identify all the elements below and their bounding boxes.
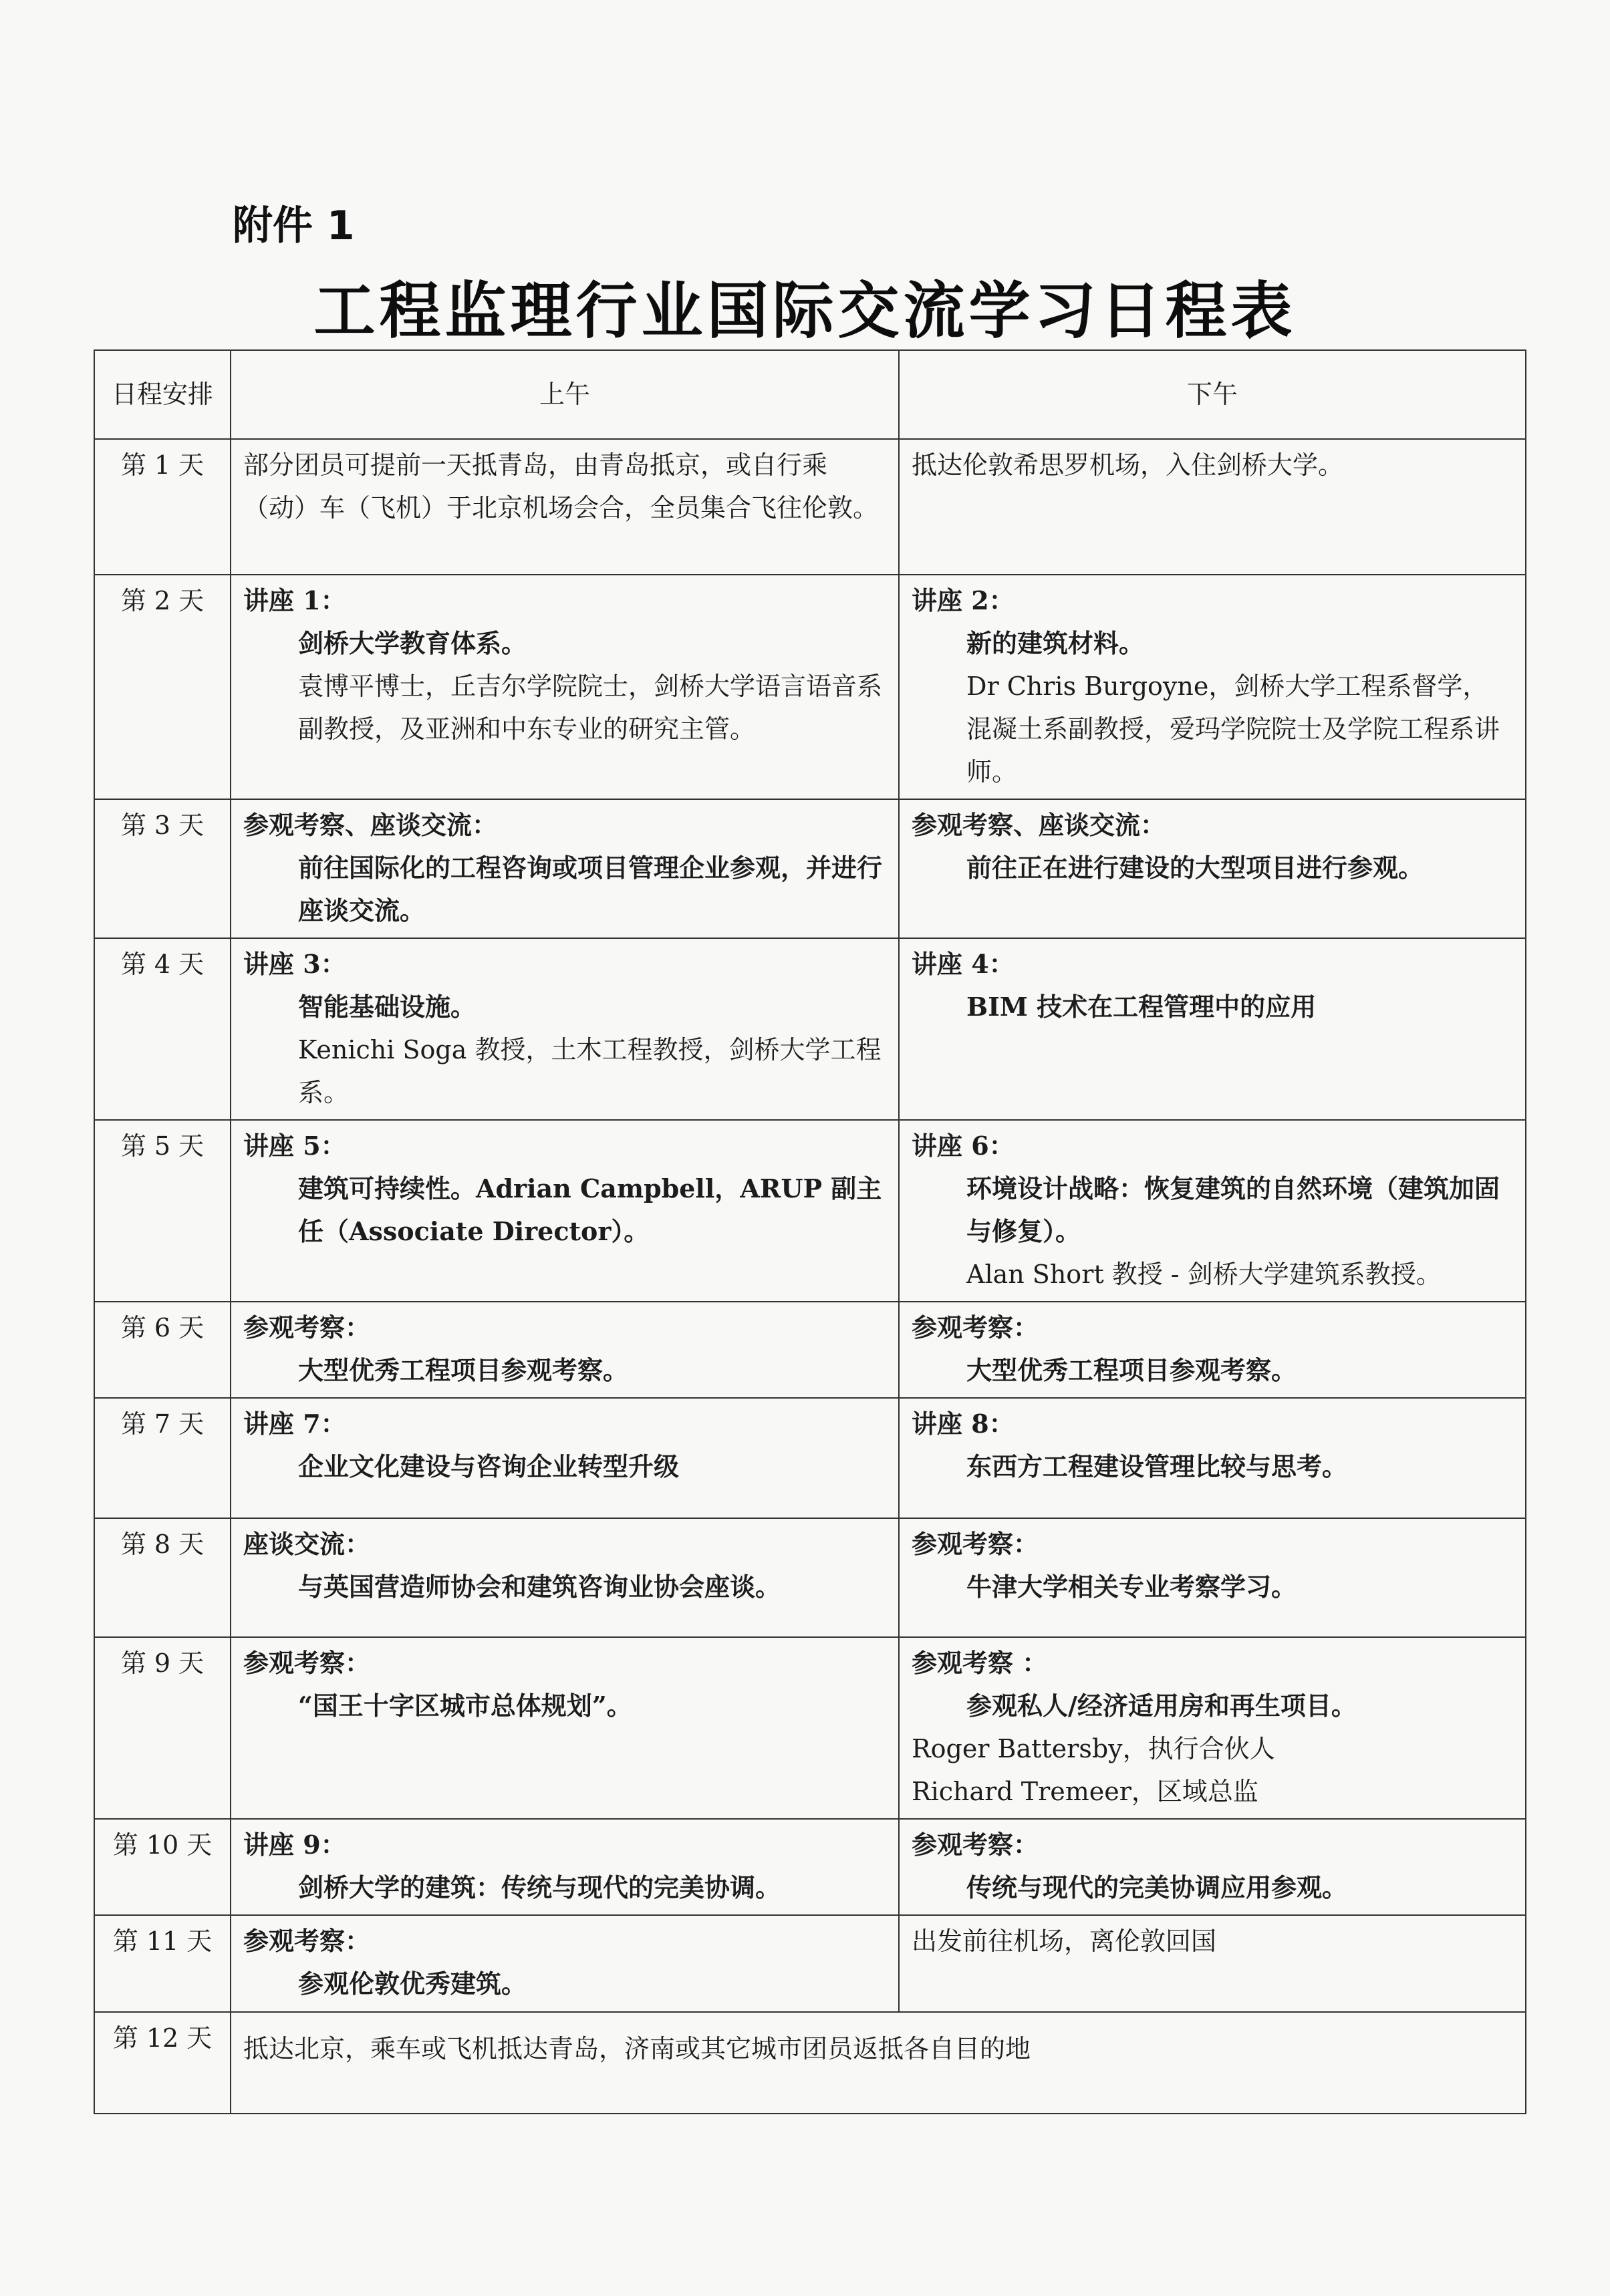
- schedule-table: [94, 349, 1526, 2114]
- table-row: [94, 938, 1526, 1120]
- morning-cell: [231, 439, 899, 575]
- afternoon-cell: [899, 439, 1526, 575]
- table-row: [94, 1637, 1526, 1819]
- session-topic: 环境设计战略：恢复建筑的自然环境（建筑加固与修复）。: [966, 1173, 1500, 1246]
- session-heading: 讲座 2：: [912, 585, 1015, 615]
- table-row: [94, 1819, 1526, 1915]
- table-row: [94, 1398, 1526, 1518]
- morning-cell: [231, 1819, 899, 1915]
- table-header-row: [94, 350, 1526, 439]
- day-label: 第 8 天: [94, 1518, 231, 1637]
- session-heading: 讲座 4：: [912, 949, 1015, 979]
- session-topic: 大型优秀工程项目参观考察。: [298, 1355, 629, 1385]
- afternoon-cell: [899, 1302, 1526, 1398]
- day-label: 第 6 天: [94, 1302, 231, 1398]
- day-label: 第 5 天: [94, 1120, 231, 1302]
- afternoon-cell: [899, 938, 1526, 1120]
- morning-cell: [231, 1120, 899, 1302]
- session-heading: 讲座 5：: [243, 1131, 346, 1161]
- session-heading: 讲座 8：: [912, 1409, 1015, 1439]
- morning-cell: [231, 799, 899, 938]
- attachment-label: 附件 1: [233, 202, 355, 249]
- session-topic: 剑桥大学教育体系。: [298, 628, 527, 658]
- session-desc: Kenichi Soga 教授，土木工程教授，剑桥大学工程系。: [298, 1035, 882, 1107]
- session-heading: 参观考察：: [243, 1926, 371, 1956]
- session-topic: 智能基础设施。: [298, 992, 477, 1022]
- session-desc: 袁博平博士，丘吉尔学院院士，剑桥大学语言语音系副教授，及亚洲和中东专业的研究主管。: [298, 672, 883, 744]
- session-heading: 座谈交流：: [243, 1529, 371, 1559]
- session-topic: 传统与现代的完美协调应用参观。: [966, 1872, 1348, 1902]
- header-afternoon: 下午: [899, 350, 1526, 439]
- session-heading: 参观考察：: [912, 1312, 1039, 1342]
- morning-cell: [231, 1637, 899, 1819]
- afternoon-cell: [899, 1637, 1526, 1819]
- morning-cell: [231, 1518, 899, 1637]
- morning-cell: [231, 1302, 899, 1398]
- morning-cell: [231, 938, 899, 1120]
- session-desc: Richard Tremeer，区域总监: [912, 1777, 1258, 1806]
- day-label: 第 10 天: [94, 1819, 231, 1915]
- day-label: 第 9 天: [94, 1637, 231, 1819]
- session-heading: 讲座 3：: [243, 949, 346, 979]
- day-label: 第 11 天: [94, 1915, 231, 2012]
- session-topic: 大型优秀工程项目参观考察。: [966, 1355, 1297, 1385]
- session-heading: 参观考察、座谈交流：: [912, 810, 1166, 840]
- session-topic: 前往正在进行建设的大型项目进行参观。: [966, 853, 1424, 883]
- session-heading: 参观考察：: [912, 1830, 1039, 1860]
- cell-text: 抵达伦敦希思罗机场，入住剑桥大学。: [912, 450, 1344, 480]
- header-morning: 上午: [231, 350, 899, 439]
- afternoon-cell: [899, 1915, 1526, 2012]
- session-desc: Alan Short 教授 - 剑桥大学建筑系教授。: [966, 1260, 1442, 1289]
- session-topic: 企业文化建设与咨询企业转型升级: [298, 1451, 680, 1481]
- session-topic: 剑桥大学的建筑：传统与现代的完美协调。: [298, 1872, 781, 1902]
- morning-cell: [231, 1915, 899, 2012]
- table-row: [94, 575, 1526, 799]
- session-heading: 参观考察、座谈交流：: [243, 810, 498, 840]
- full-day-cell: [231, 2012, 1526, 2114]
- session-topic: 参观伦敦优秀建筑。: [298, 1969, 527, 1999]
- page-title: 工程监理行业国际交流学习日程表: [313, 275, 1297, 347]
- session-topic: 与英国营造师协会和建筑咨询业协会座谈。: [298, 1572, 781, 1602]
- table-row: [94, 439, 1526, 575]
- afternoon-cell: [899, 1819, 1526, 1915]
- session-heading: 参观考察：: [912, 1529, 1039, 1559]
- session-heading: 讲座 1：: [243, 585, 346, 615]
- session-heading: 参观考察：: [243, 1312, 371, 1342]
- morning-cell: [231, 575, 899, 799]
- day-label: 第 3 天: [94, 799, 231, 938]
- session-topic: 前往国际化的工程咨询或项目管理企业参观，并进行座谈交流。: [298, 853, 883, 925]
- day-label: 第 12 天: [94, 2012, 231, 2114]
- header-day: 日程安排: [94, 350, 231, 439]
- session-heading: 参观考察 ：: [912, 1648, 1048, 1678]
- cell-text: 出发前往机场，离伦敦回国: [912, 1926, 1217, 1956]
- day-label: 第 7 天: [94, 1398, 231, 1518]
- table-row: [94, 1518, 1526, 1637]
- session-heading: 讲座 6：: [912, 1131, 1015, 1161]
- session-topic: 牛津大学相关专业考察学习。: [966, 1572, 1297, 1602]
- session-topic: 东西方工程建设管理比较与思考。: [966, 1451, 1348, 1481]
- cell-text: 抵达北京，乘车或飞机抵达青岛，济南或其它城市团员返抵各自目的地: [243, 2034, 1031, 2063]
- table-row: [94, 1302, 1526, 1398]
- session-heading: 参观考察：: [243, 1648, 371, 1678]
- afternoon-cell: [899, 1518, 1526, 1637]
- cell-text: 部分团员可提前一天抵青岛，由青岛抵京，或自行乘（动）车（飞机）于北京机场会合，全员集合飞往伦敦。: [243, 450, 879, 523]
- morning-cell: [231, 1398, 899, 1518]
- session-heading: 讲座 7：: [243, 1409, 346, 1439]
- session-topic: “国王十字区城市总体规划”。: [298, 1691, 632, 1721]
- table-row: [94, 1120, 1526, 1302]
- session-heading: 讲座 9：: [243, 1830, 346, 1860]
- table-row: [94, 799, 1526, 938]
- afternoon-cell: [899, 575, 1526, 799]
- afternoon-cell: [899, 1120, 1526, 1302]
- day-label: 第 4 天: [94, 938, 231, 1120]
- session-topic: 建筑可持续性。Adrian Campbell，ARUP 副主任（Associate Director）。: [298, 1173, 882, 1246]
- table-row: [94, 2012, 1526, 2114]
- session-desc: Dr Chris Burgoyne，剑桥大学工程系督学，混凝土系副教授，爱玛学院院士及学院工程系讲师。: [966, 672, 1500, 786]
- day-label: 第 1 天: [94, 439, 231, 575]
- day-label: 第 2 天: [94, 575, 231, 799]
- session-topic: 参观私人/经济适用房和再生项目。: [966, 1691, 1357, 1721]
- afternoon-cell: [899, 1398, 1526, 1518]
- session-desc: Roger Battersby，执行合伙人: [912, 1734, 1275, 1763]
- afternoon-cell: [899, 799, 1526, 938]
- session-topic: 新的建筑材料。: [966, 628, 1145, 658]
- session-topic: BIM 技术在工程管理中的应用: [966, 992, 1317, 1022]
- table-row: [94, 1915, 1526, 2012]
